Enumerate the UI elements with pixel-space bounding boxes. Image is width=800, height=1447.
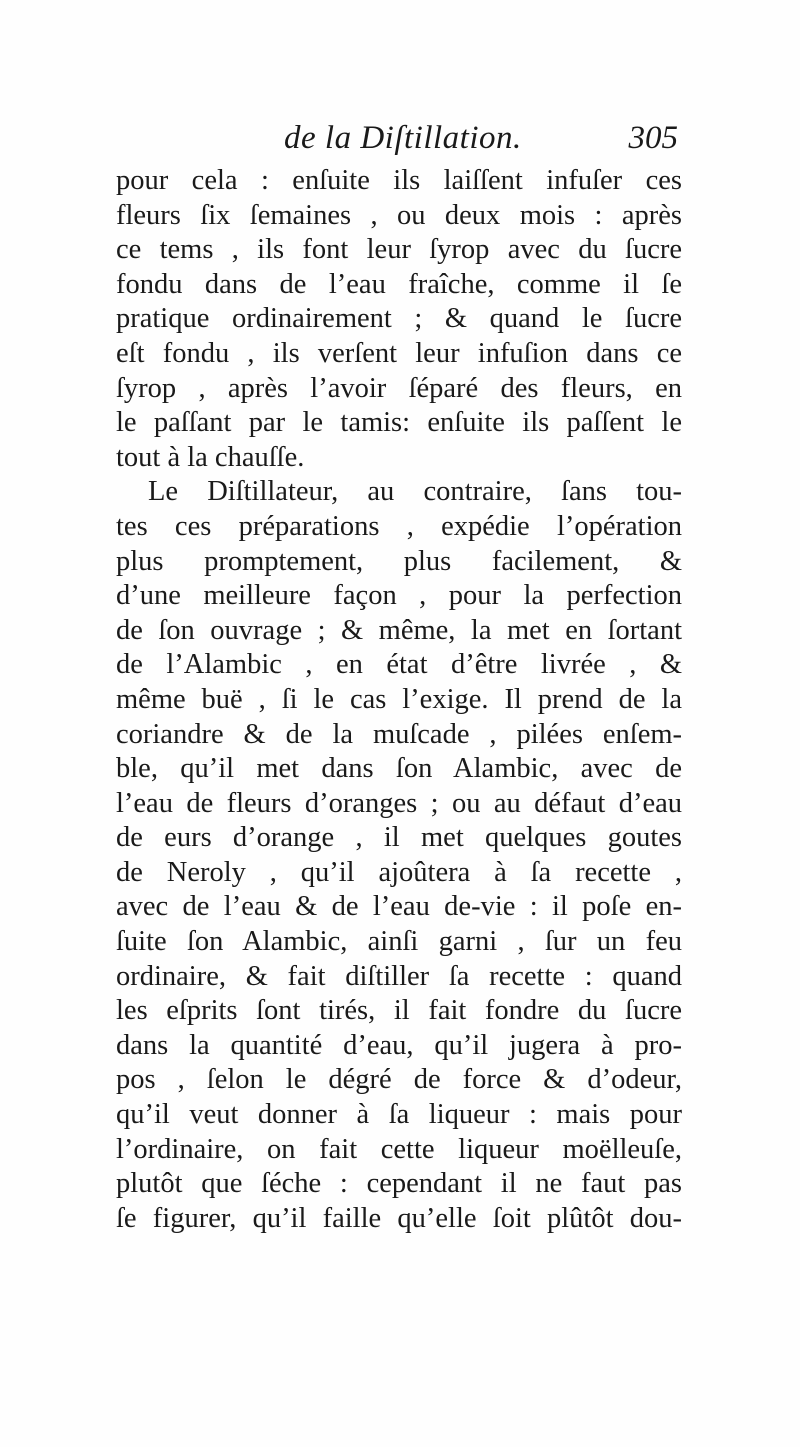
text-line: ſuite ſon Alambic, ainſi garni , ſur un feu: [116, 926, 682, 958]
text-line: ſe figurer, qu’il faille qu’elle ſoit plûtôt dou-: [116, 1202, 682, 1234]
text-line: l’eau de fleurs d’oranges ; ou au défaut d’eau: [116, 787, 682, 819]
paragraph-1: [116, 164, 682, 475]
text-line: coriandre & de la muſcade , pilées enſem-: [116, 718, 682, 750]
text-line: ſyrop , après l’avoir ſéparé des fleurs, en: [116, 372, 682, 404]
text-line: même buë , ſi le cas l’exige. Il prend de la: [116, 683, 682, 715]
running-title: de la Diſtillation.: [284, 120, 522, 156]
text-line: les eſprits ſont tirés, il fait fondre du ſucre: [116, 995, 682, 1027]
text-line: qu’il veut donner à ſa liqueur : mais pour: [116, 1099, 682, 1131]
text-line: pour cela : enſuite ils laiſſent infuſer ces: [116, 165, 682, 196]
running-head: [116, 120, 682, 170]
text-line: de l’Alambic , en état d’être livrée , &: [116, 649, 682, 681]
paragraph-2: [116, 475, 682, 1236]
text-line: tes ces préparations , expédie l’opération: [116, 510, 682, 542]
text-line: d’une meilleure façon , pour la perfection: [116, 580, 682, 612]
text-line: ble, qu’il met dans ſon Alambic, avec de: [116, 753, 682, 785]
text-line: ordinaire, & fait diſtiller ſa recette : quand: [116, 960, 682, 992]
text-line: pratique ordinairement ; & quand le ſucre: [116, 303, 682, 335]
body-text: [116, 164, 682, 1236]
text-line: de Neroly , qu’il ajoûtera à ſa recette ,: [116, 856, 682, 888]
text-line: eſt fondu , ils verſent leur infuſion dans ce: [116, 337, 682, 369]
text-line: fondu dans de l’eau fraîche, comme il ſe: [116, 268, 682, 300]
text-line: plutôt que ſéche : cependant il ne faut pas: [116, 1168, 682, 1200]
text-line: de eurs d’orange , il met quelques goutes: [116, 822, 682, 854]
text-line: fleurs ſix ſemaines , ou deux mois : après: [116, 199, 682, 231]
text-line: ce tems , ils font leur ſyrop avec du ſucre: [116, 234, 682, 266]
text-line: l’ordinaire, on fait cette liqueur moëlleuſe,: [116, 1133, 682, 1165]
text-line: de ſon ouvrage ; & même, la met en ſortant: [116, 614, 682, 646]
text-line: plus promptement, plus facilement, &: [116, 545, 682, 577]
page-number: 305: [628, 120, 678, 156]
text-line: dans la quantité d’eau, qu’il jugera à pro-: [116, 1029, 682, 1061]
text-line: pos , ſelon le dégré de force & d’odeur,: [116, 1064, 682, 1096]
text-line: le paſſant par le tamis: enſuite ils paſſent le: [116, 407, 682, 439]
text-line: tout à la chauſſe.: [116, 441, 305, 473]
text-line: Le Diſtillateur, au contraire, ſans tou-: [148, 476, 682, 508]
text-line: avec de l’eau & de l’eau de-vie : il poſe en-: [116, 891, 682, 923]
